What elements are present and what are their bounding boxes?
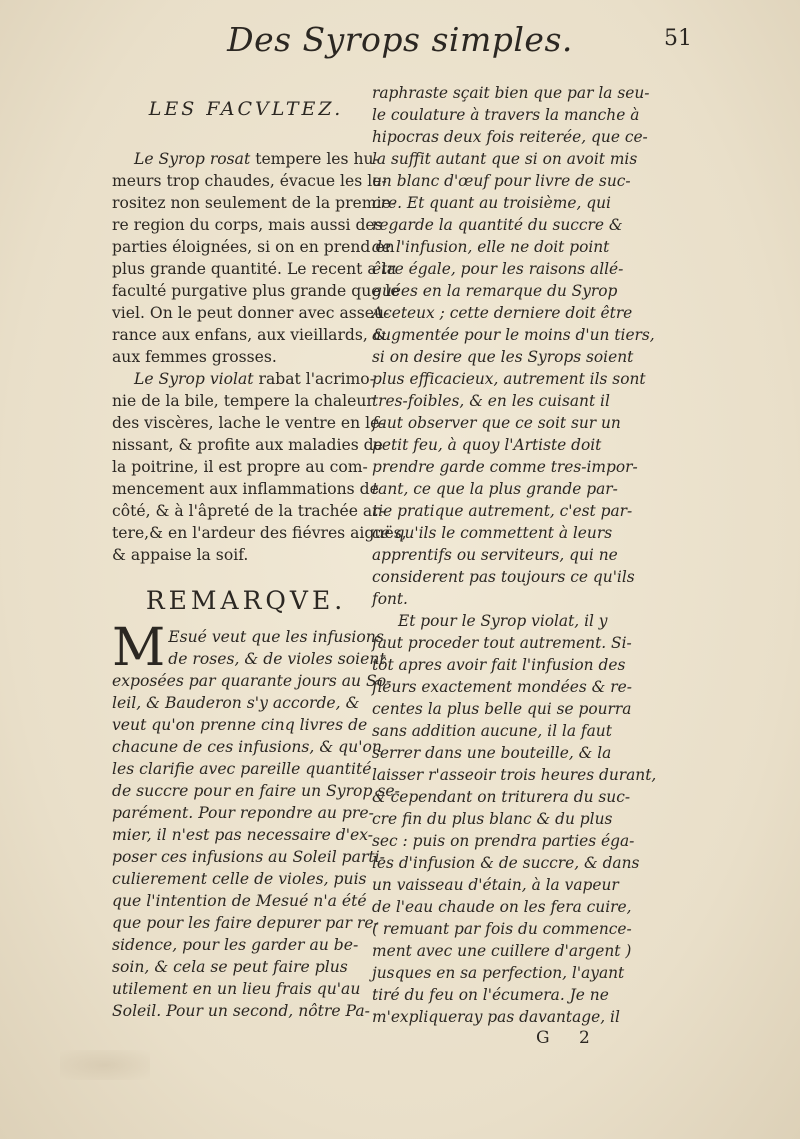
text-line xyxy=(112,236,395,258)
text-line xyxy=(112,280,400,302)
line-text: nie de la bile, tempere la chaleur xyxy=(112,392,374,410)
text-line: de l'infusion, elle ne doit point xyxy=(372,238,610,256)
text-line: la suffit autant que si on avoit mis xyxy=(372,150,638,168)
text-line: Esué veut que les infusions xyxy=(168,628,384,646)
text-line: tant, ce que la plus grande par- xyxy=(372,480,618,498)
text-line: si on desire que les Syrops soient xyxy=(372,348,634,366)
text-line: Aceteux ; cette derniere doit être xyxy=(372,304,633,322)
text-line: un vaisseau d'étain, à la vapeur xyxy=(372,876,619,894)
text-line: de succre pour en faire un Syrop se- xyxy=(112,782,400,800)
text-line xyxy=(112,412,385,434)
line-text: nissant, & profite aux maladies de xyxy=(112,436,383,454)
text-line: prendre garde comme tres-impor- xyxy=(372,458,638,476)
text-line: apprentifs ou serviteurs, qui ne xyxy=(372,546,618,564)
line-text: viel. On le peut donner avec asseu- xyxy=(112,304,390,322)
text-line: tôt apres avoir fait l'infusion des xyxy=(372,656,626,674)
text-line: cre. Et quant au troisième, qui xyxy=(372,194,611,212)
paper-stain xyxy=(60,1050,150,1080)
syrup-name: Le Syrop rosat xyxy=(134,150,251,168)
text-line xyxy=(112,522,407,544)
text-line: mier, il n'est pas necessaire d'ex- xyxy=(112,826,374,844)
syrup-name: Le Syrop violat xyxy=(134,370,254,388)
text-line: serrer dans une bouteille, & la xyxy=(372,744,612,762)
text-line xyxy=(112,346,380,368)
line-text: meurs trop chaudes, évacue les le- xyxy=(112,172,387,190)
line-text: rance aux enfans, aux vieillards, & xyxy=(112,326,387,344)
text-line: petit feu, à quoy l'Artiste doit xyxy=(372,436,602,454)
line-text: mencement aux inflammations de xyxy=(112,480,379,498)
line-text: & appaise la soif. xyxy=(112,546,249,564)
text-line: poser ces infusions au Soleil parti- xyxy=(112,848,385,866)
text-line: jusques en sa perfection, l'ayant xyxy=(372,964,625,982)
text-line: le coulature à travers la manche à xyxy=(372,106,640,124)
text-line: sans addition aucune, il la faut xyxy=(372,722,612,740)
text-line: de roses, & de violes soient xyxy=(168,650,386,668)
text-line: raphraste sçait bien que par la seu- xyxy=(372,84,650,102)
text-line xyxy=(112,302,390,324)
text-line: chacune de ces infusions, & qu'on xyxy=(112,738,382,756)
drop-cap: M xyxy=(112,618,166,678)
text-line: les clarifie avec pareille quantité xyxy=(112,760,372,778)
remarque-text xyxy=(112,618,400,1022)
text-line xyxy=(112,192,397,214)
text-line xyxy=(112,434,383,456)
text-line: faut proceder tout autrement. Si- xyxy=(372,634,632,652)
line-text: aux femmes grosses. xyxy=(112,348,277,366)
text-line: tiré du feu on l'écumera. Je ne xyxy=(372,986,609,1004)
text-line xyxy=(112,544,380,566)
text-line xyxy=(112,456,380,478)
text-line: cre fin du plus blanc & du plus xyxy=(372,810,613,828)
text-line: m'expliqueray pas davantage, il xyxy=(372,1008,620,1026)
line-text: parties éloignées, si on en prend en xyxy=(112,238,395,256)
text-line: augmentée pour le moins d'un tiers, xyxy=(372,326,655,344)
text-line: que pour les faire depurer par re- xyxy=(112,914,379,932)
text-line: font. xyxy=(372,590,408,608)
text-line xyxy=(112,390,380,412)
line-text: faculté purgative plus grande que le xyxy=(112,282,400,300)
text-line: soin, & cela se peut faire plus xyxy=(112,958,348,976)
text-line: faut observer que ce soit sur un xyxy=(372,414,621,432)
line-text: rabat l'acrimo- xyxy=(253,370,375,388)
text-line: veut qu'on prenne cinq livres de xyxy=(112,716,368,734)
line-text: re region du corps, mais aussi des xyxy=(112,216,383,234)
page-number: 51 xyxy=(664,26,692,51)
line-text: des viscères, lache le ventre en le- xyxy=(112,414,385,432)
text-line: laisser r'asseoir trois heures durant, xyxy=(372,766,657,784)
text-line: tres-foibles, & en les cuisant il xyxy=(372,392,610,410)
text-line: leil, & Bauderon s'y accorde, & xyxy=(112,694,360,712)
line-text: tere,& en l'ardeur des fiévres aiguës, xyxy=(112,524,407,542)
line-text: tempere les hu- xyxy=(250,150,379,168)
text-line: exposées par quarante jours au So- xyxy=(112,672,392,690)
text-line: ( remuant par fois du commence- xyxy=(372,920,632,938)
text-line xyxy=(112,258,396,280)
facultez-text xyxy=(112,148,407,566)
text-line xyxy=(112,478,380,500)
text-line: parément. Pour repondre au pre- xyxy=(112,804,374,822)
text-line xyxy=(112,500,385,522)
text-line xyxy=(112,368,380,390)
text-line: Et pour le Syrop violat, il y xyxy=(398,612,608,630)
right-column xyxy=(372,82,688,1028)
line-text: côté, & à l'âpreté de la trachée ar- xyxy=(112,502,385,520)
text-line xyxy=(112,170,387,192)
text-line: regarde la quantité du succre & xyxy=(372,216,623,234)
text-line: ce qu'ils le commettent à leurs xyxy=(372,524,613,542)
text-line: sidence, pour les garder au be- xyxy=(112,936,359,954)
text-line: hipocras deux fois reiterée, que ce- xyxy=(372,128,648,146)
signature-mark: G 2 xyxy=(536,1028,602,1048)
running-title: Des Syrops simples. xyxy=(227,20,573,59)
text-line: que l'intention de Mesué n'a été xyxy=(112,892,367,910)
remarque-heading: REMARQVE. xyxy=(145,586,347,615)
text-line: Soleil. Pour un second, nôtre Pa- xyxy=(112,1002,370,1020)
text-line: fleurs exactement mondées & re- xyxy=(372,678,632,696)
section-heading: LES FACVLTEZ. xyxy=(148,98,344,120)
text-line xyxy=(112,324,387,346)
text-line: un blanc d'œuf pour livre de suc- xyxy=(372,172,631,190)
text-line: de l'eau chaude on les fera cuire, xyxy=(372,898,632,916)
text-line: les d'infusion & de succre, & dans xyxy=(372,854,640,872)
line-text: la poitrine, il est propre au com- xyxy=(112,458,368,476)
text-line: utilement en un lieu frais qu'au xyxy=(112,980,361,998)
text-line: culierement celle de violes, puis xyxy=(112,870,367,888)
line-text: plus grande quantité. Le recent a la xyxy=(112,260,396,278)
text-line: guées en la remarque du Syrop xyxy=(372,282,618,300)
text-line xyxy=(112,214,383,236)
line-text: rositez non seulement de la premie- xyxy=(112,194,397,212)
text-line: être égale, pour les raisons allé- xyxy=(372,260,624,278)
running-head xyxy=(0,20,800,60)
text-line: sec : puis on prendra parties éga- xyxy=(372,832,635,850)
text-line: tie pratique autrement, c'est par- xyxy=(372,502,633,520)
text-line: ment avec une cuillere d'argent ) xyxy=(372,942,632,960)
text-line xyxy=(112,148,380,170)
text-line: centes la plus belle qui se pourra xyxy=(372,700,632,718)
text-line: considerent pas toujours ce qu'ils xyxy=(372,568,635,586)
text-line: & cependant on triturera du suc- xyxy=(372,788,631,806)
text-line: plus efficacieux, autrement ils sont xyxy=(372,370,646,388)
